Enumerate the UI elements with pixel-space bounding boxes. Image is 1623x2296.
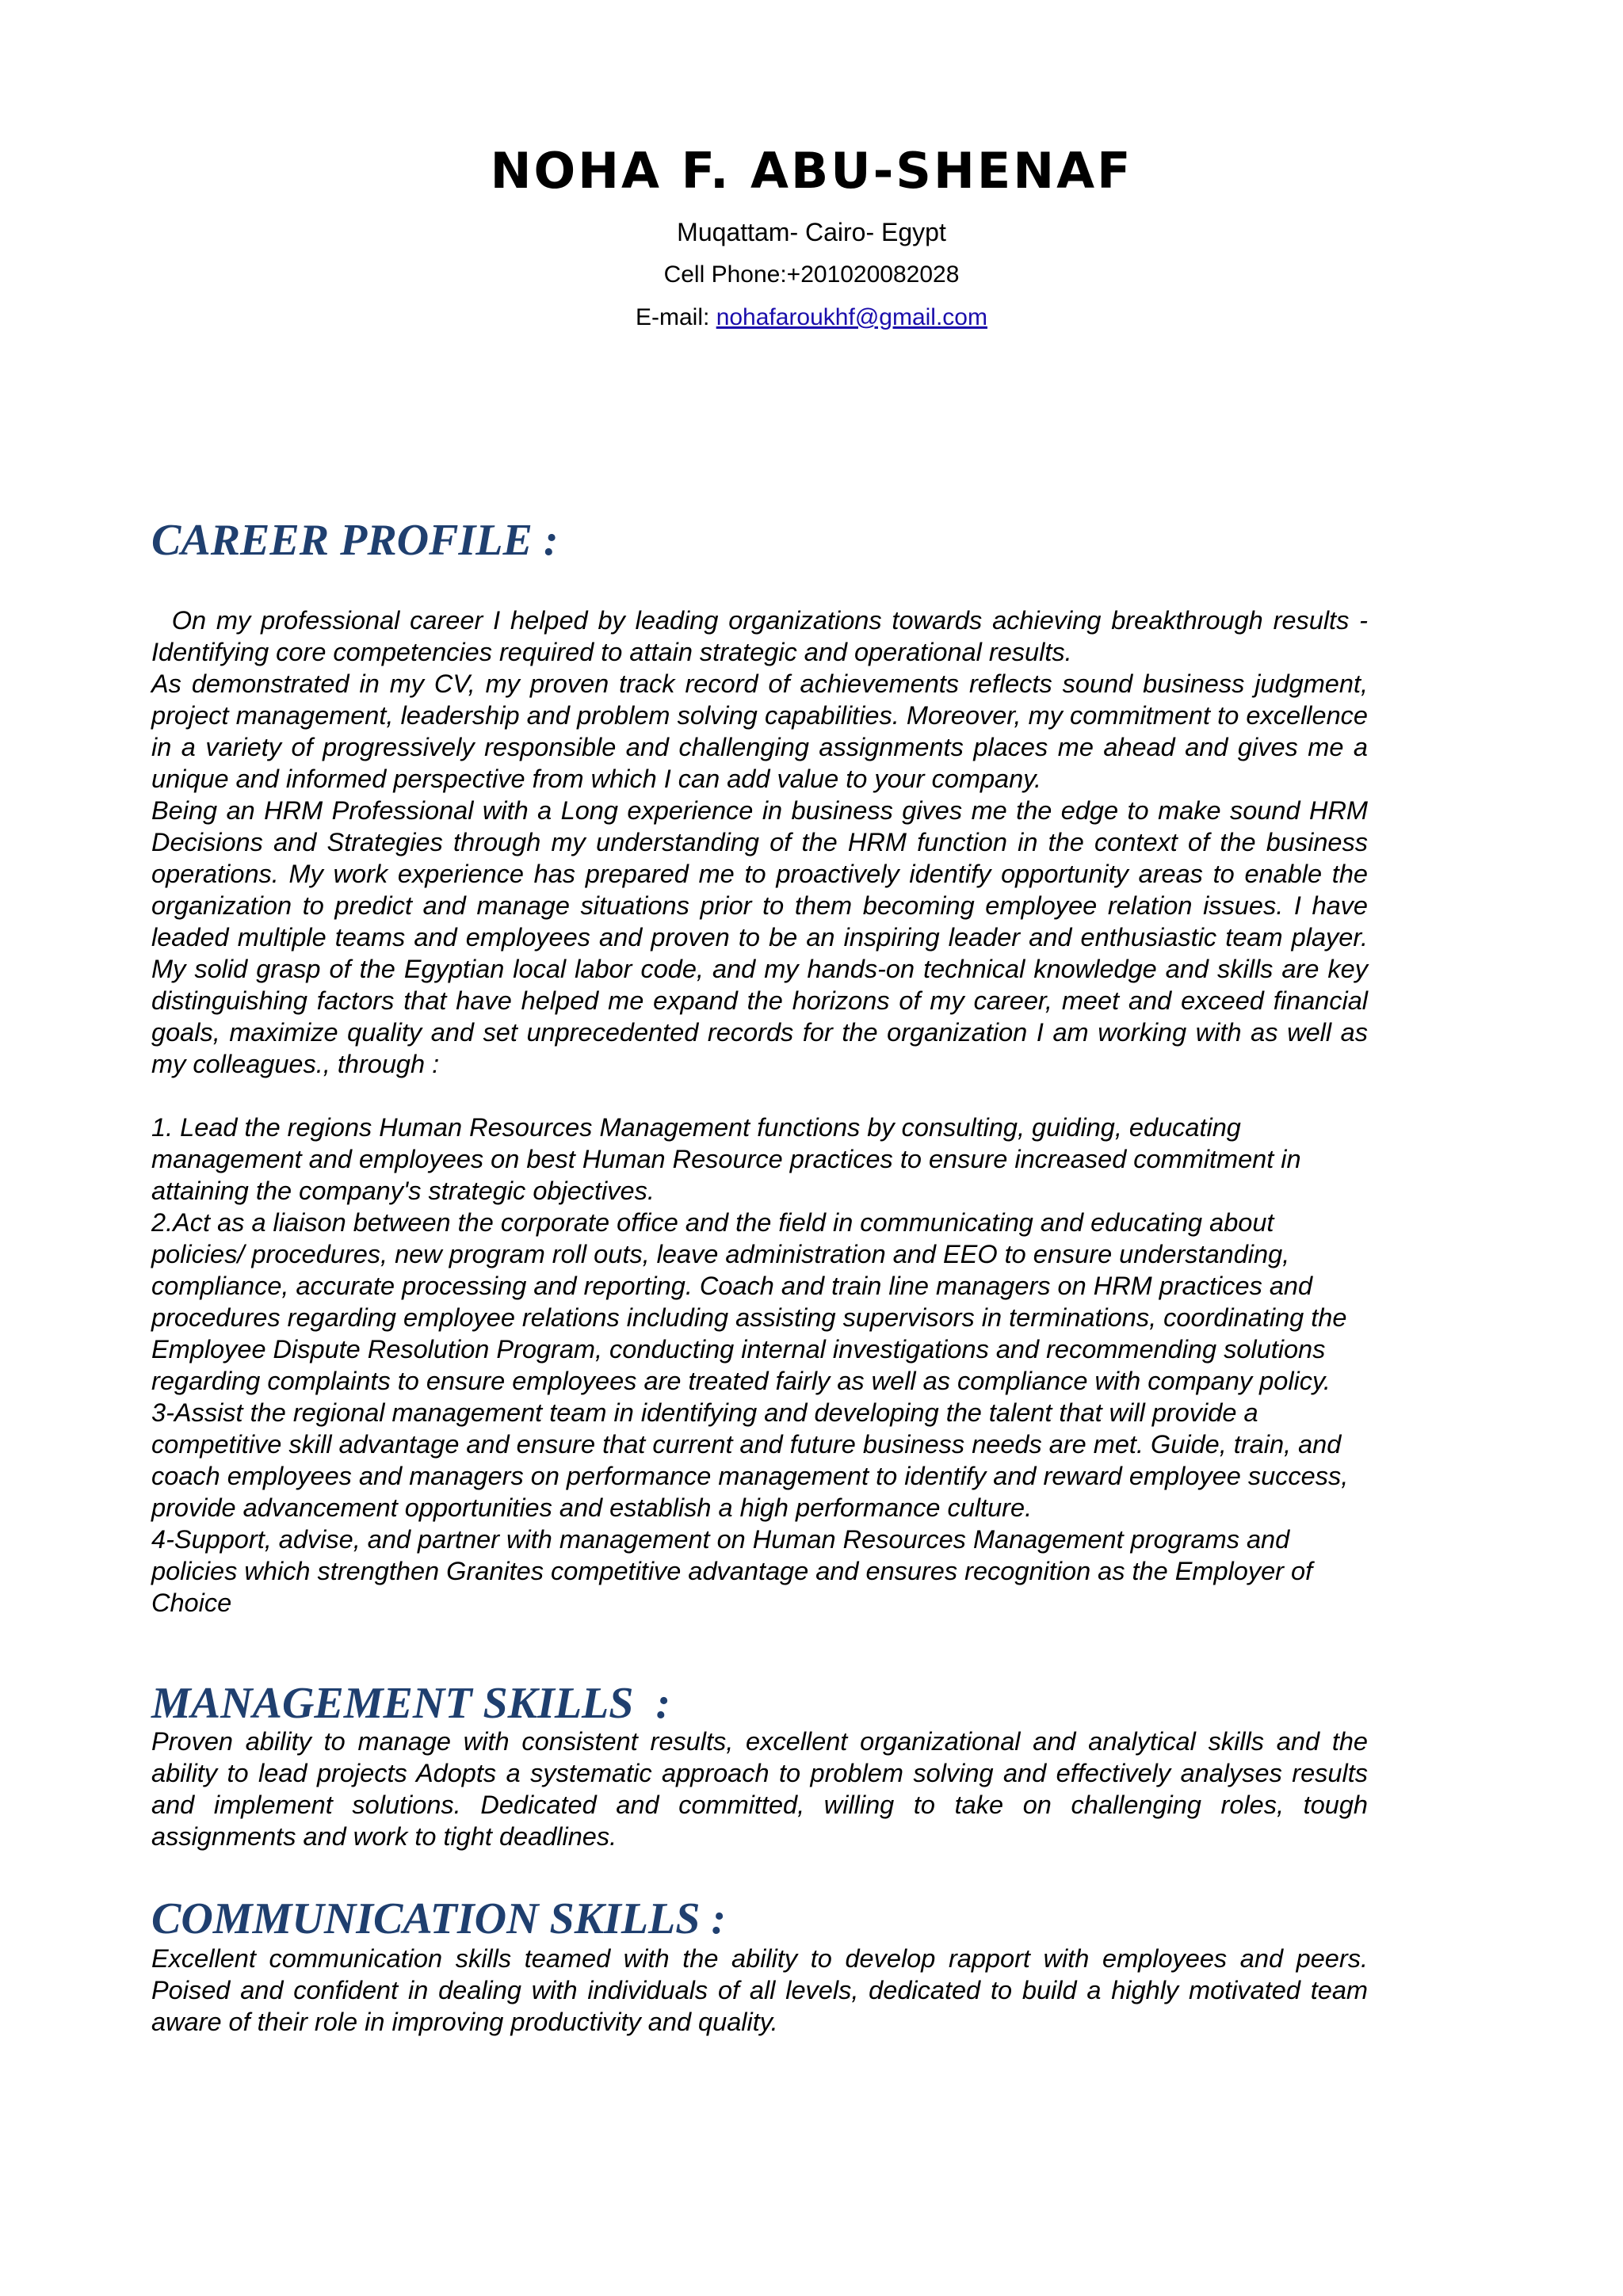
management-skills-title: MANAGEMENT SKILLS : bbox=[151, 1679, 671, 1728]
management-skills-text: Proven ability to manage with consistent results, excellent organizational and analytical skills and the ability to lead projects Adopts a systematic approach to problem solving and effectively analyses results and implement solutions. Dedicated and committed, willing to take on challenging roles, tough assignments and work to tight deadlines. bbox=[151, 1727, 1368, 1851]
career-point-4: 4-Support, advise, and partner with management on Human Resources Management programs and policies which strengthen Granites competitive advantage and ensures recognition as the Employer of Choice bbox=[151, 1525, 1313, 1617]
career-profile-section bbox=[151, 515, 1368, 566]
communication-skills-section bbox=[151, 1894, 1368, 2038]
communication-skills-text: Excellent communication skills teamed with the ability to develop rapport with employees and peers. Poised and confident in dealing with individuals of all levels, dedicated to build a highly motivated team aware of their role in improving productivity and quality. bbox=[151, 1944, 1368, 2036]
career-paragraph-2: As demonstrated in my CV, my proven track record of achievements reflects sound business judgment, project management, leadership and problem solving capabilities. Moreover, my commitment to excellence in a variety of progressively responsible and challenging assignments places me ahead and gives me a unique and informed perspective from which I can add value to your company. bbox=[151, 669, 1368, 793]
career-point-1: 1. Lead the regions Human Resources Management functions by consulting, guiding, educating management and employees on best Human Resource practices to ensure increased commitment in attaining the company's strategic objectives. bbox=[151, 1113, 1301, 1205]
spacer bbox=[151, 1080, 1368, 1112]
management-skills-section bbox=[151, 1678, 1368, 1852]
email-link[interactable]: nohafaroukhf@gmail.com bbox=[716, 304, 987, 330]
career-paragraph-1: On my professional career I helped by leading organizations towards achieving breakthrough results - Identifying core competencies required to attain strategic and operational results. bbox=[151, 606, 1376, 666]
communication-skills-title: COMMUNICATION SKILLS : bbox=[151, 1894, 727, 1943]
career-point-2: 2.Act as a liaison between the corporate office and the field in communicating and educating about policies/ procedures, new program roll outs, leave administration and EEO to ensure understanding, compliance, accurate processing and reporting. Coach and train line managers on HRM practices and procedures regarding employee relations including assisting supervisors in terminations, coordinating the Employee Dispute Resolution Program, conducting internal investigations and recommending solutions regarding complaints to ensure employees are treated fairly as well as compliance with company policy. bbox=[151, 1208, 1347, 1395]
address-line: Muqattam- Cairo- Egypt bbox=[677, 218, 946, 246]
email-label: E-mail: bbox=[636, 304, 716, 330]
career-profile-title: CAREER PROFILE : bbox=[151, 516, 559, 565]
resume-header bbox=[0, 143, 1623, 339]
phone-line: Cell Phone:+201020082028 bbox=[663, 261, 960, 288]
candidate-name: NOHA F. ABU-SHENAF bbox=[490, 142, 1133, 200]
career-point-3: 3-Assist the regional management team in identifying and developing the talent that will provide a competitive skill advantage and ensure that current and future business needs are met. Guide, train, and coach employees and managers on performance management to identify and reward employee success, provide advancement opportunities and establish a high performance culture. bbox=[151, 1398, 1349, 1522]
career-profile-body bbox=[151, 605, 1376, 1619]
email-line bbox=[0, 296, 1623, 339]
career-paragraph-3: Being an HRM Professional with a Long experience in business gives me the edge to make sound HRM Decisions and Strategies through my understanding of the HRM function in the context of the business operations. My work experience has prepared me to proactively identify opportunity areas to enable the organization to predict and manage situations prior to them becoming employee relation issues. I have leaded multiple teams and employees and proven to be an inspiring leader and enthusiastic team player. My solid grasp of the Egyptian local labor code, and my hands-on technical knowledge and skills are key distinguishing factors that have helped me expand the horizons of my career, meet and exceed financial goals, maximize quality and set unprecedented records for the organization I am working with as well as my colleagues., through : bbox=[151, 796, 1368, 1078]
